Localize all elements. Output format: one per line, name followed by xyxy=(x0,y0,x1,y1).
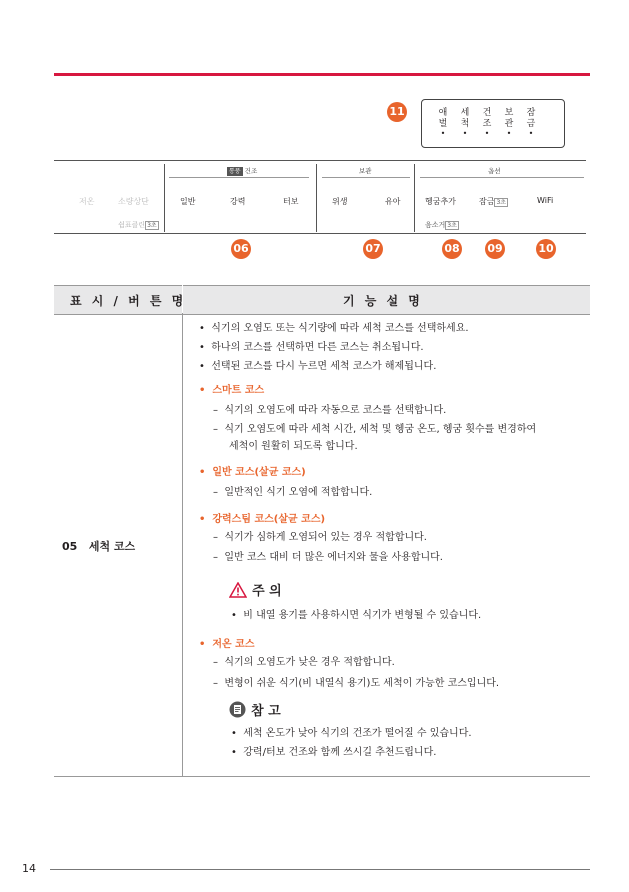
intro-item: • 하나의 코스를 선택하면 다른 코스는 취소됩니다. xyxy=(199,342,424,353)
footer-line xyxy=(50,869,590,870)
note-item: • 세척 온도가 낮아 식기의 건조가 떨어질 수 있습니다. xyxy=(231,728,472,739)
caution-title: 주 의 xyxy=(252,584,282,599)
low-item: – 변형이 쉬운 식기(비 내열식 용기)도 세척이 가능한 코스입니다. xyxy=(213,678,500,689)
note-memo-icon xyxy=(229,701,246,718)
smart-course-title: • 스마트 코스 xyxy=(199,385,265,396)
note-title: 참 고 xyxy=(251,704,281,719)
storage-group-header: 보관 xyxy=(359,167,372,175)
table-divider xyxy=(182,313,183,776)
callout-10: 10 xyxy=(536,239,556,259)
low-item: – 식기의 오염도가 낮은 경우 적합합니다. xyxy=(213,657,395,668)
dry-group-line xyxy=(169,177,309,178)
strong-item: – 일반 코스 대비 더 많은 에너지와 물을 사용합니다. xyxy=(213,552,443,563)
smart-item: 세척이 원활히 되도록 합니다. xyxy=(229,441,358,452)
extra-rinse-button[interactable]: 헹굼추가 xyxy=(425,197,456,206)
note-item: • 강력/터보 건조와 함께 쓰시길 추천드립니다. xyxy=(231,747,437,758)
callout-07: 07 xyxy=(363,239,383,259)
callout-09: 09 xyxy=(485,239,505,259)
indicator-wash: 세 척 • xyxy=(460,108,470,138)
option-group-line xyxy=(420,177,584,178)
caution-item: • 비 내열 용기를 사용하시면 식기가 변형될 수 있습니다. xyxy=(231,610,482,621)
panel-top-line xyxy=(54,160,586,161)
low-temp-button[interactable]: 저온 xyxy=(79,197,95,206)
low-course-title: • 저온 코스 xyxy=(199,639,255,650)
smart-item: – 식기 오염도에 따라 세척 시간, 세척 및 헹굼 온도, 헹굼 횟수를 변경하여 xyxy=(213,424,537,435)
table-bottom-line xyxy=(54,776,590,777)
normal-course-title: • 일반 코스(살균 코스) xyxy=(199,467,306,478)
note-heading xyxy=(229,700,281,719)
small-load-button[interactable]: 소량상단 xyxy=(118,197,149,206)
lock-button[interactable]: 잠금 3초 xyxy=(479,197,507,206)
caution-heading xyxy=(229,580,282,599)
panel-divider xyxy=(164,164,165,232)
table-header-left: 표 시 / 버 튼 명 xyxy=(70,294,187,308)
sound-off-label: 음소거 3초 xyxy=(425,221,457,229)
indicator-rinse-aid: 애 벌 • xyxy=(438,108,448,138)
storage-group-line xyxy=(322,177,410,178)
panel-divider xyxy=(316,164,317,232)
option-group-header: 옵션 xyxy=(488,167,501,175)
indicator-dry: 건 조 • xyxy=(482,108,492,138)
dry-group-header: 통풍 건조 xyxy=(229,167,258,175)
infant-button[interactable]: 유아 xyxy=(385,197,401,206)
top-accent-bar xyxy=(54,73,590,76)
table-header-right: 기 능 설 명 xyxy=(343,294,423,308)
strong-item: – 식기가 심하게 오염되어 있는 경우 적합합니다. xyxy=(213,532,427,543)
strong-button[interactable]: 강력 xyxy=(230,197,246,206)
row-label: 05 세척 코스 xyxy=(62,540,136,553)
left-sub-label: 쉼표클린 3초 xyxy=(118,221,157,229)
callout-08: 08 xyxy=(442,239,462,259)
callout-06: 06 xyxy=(231,239,251,259)
page-number: 14 xyxy=(22,862,36,875)
warning-triangle-icon xyxy=(229,582,247,598)
normal-button[interactable]: 일반 xyxy=(180,197,196,206)
wifi-button[interactable]: WiFi xyxy=(537,196,554,205)
normal-item: – 일반적인 식기 오염에 적합합니다. xyxy=(213,487,373,498)
panel-divider xyxy=(414,164,415,232)
hygiene-button[interactable]: 위생 xyxy=(332,197,348,206)
smart-item: – 식기의 오염도에 따라 자동으로 코스를 선택합니다. xyxy=(213,405,447,416)
callout-11: 11 xyxy=(387,102,407,122)
panel-bottom-line xyxy=(54,233,586,234)
strong-course-title: • 강력스팀 코스(살균 코스) xyxy=(199,514,326,525)
intro-item: • 식기의 오염도 또는 식기량에 따라 세척 코스를 선택하세요. xyxy=(199,323,469,334)
indicator-lock: 잠 금 • xyxy=(526,108,536,138)
turbo-button[interactable]: 터보 xyxy=(283,197,299,206)
indicator-storage: 보 관 • xyxy=(504,108,514,138)
intro-item: • 선택된 코스를 다시 누르면 세척 코스가 해제됩니다. xyxy=(199,361,437,372)
